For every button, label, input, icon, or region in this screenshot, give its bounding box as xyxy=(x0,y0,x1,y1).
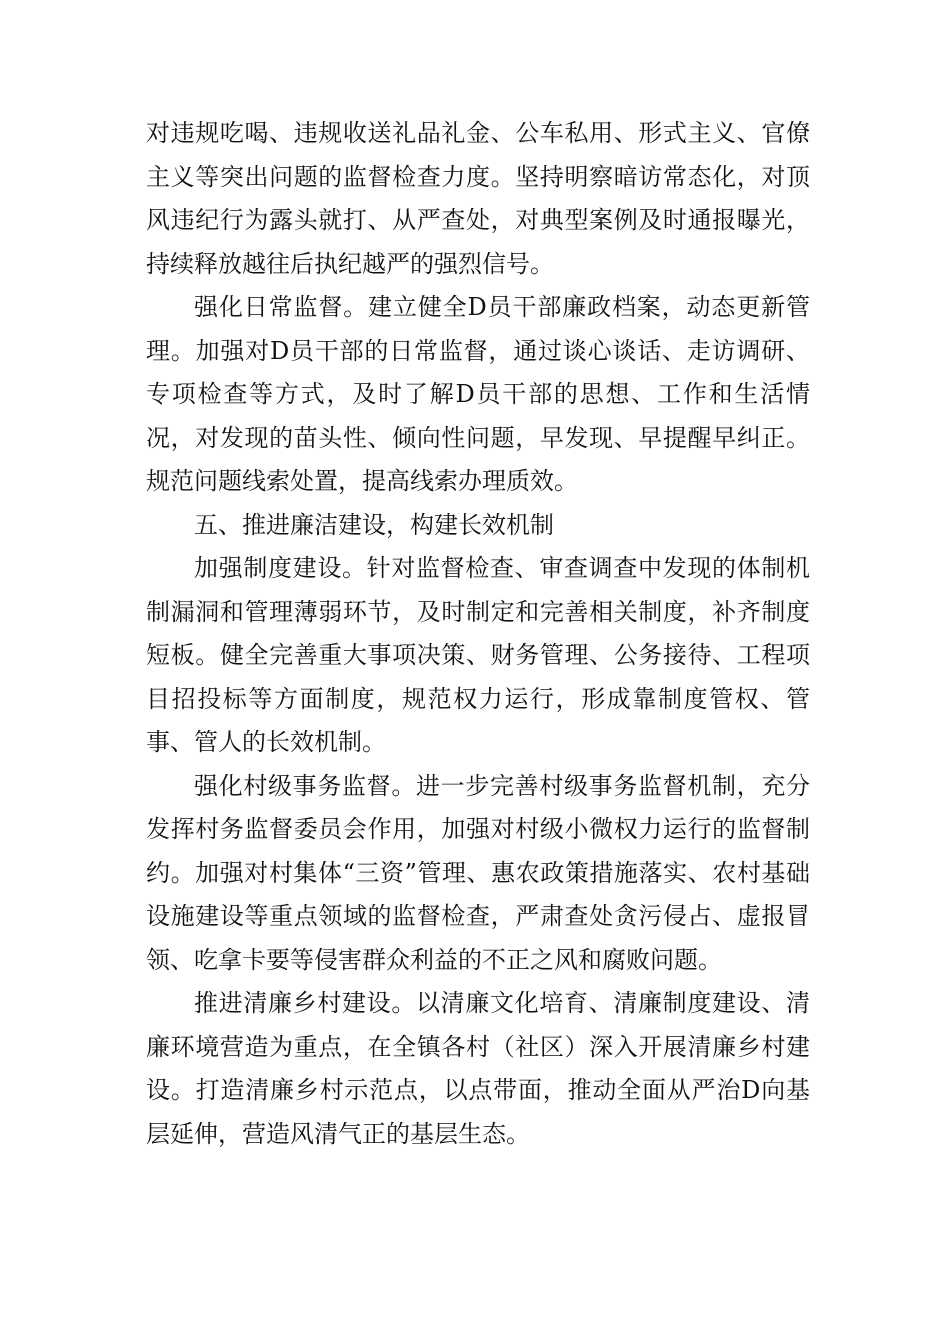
paragraph-clean-village: 推进清廉乡村建设。以清廉文化培育、清廉制度建设、清廉环境营造为重点，在全镇各村（社区）深入开展清廉乡村建设。打造清廉乡村示范点，以点带面，推动全面从严治D向基层延伸，营造风清气正的基层生态。 xyxy=(146,989,810,1148)
section-heading-five: 五、推进廉洁建设，构建长效机制 xyxy=(194,510,554,539)
paragraph-system-building: 加强制度建设。针对监督检查、审查调查中发现的体制机制漏洞和管理薄弱环节，及时制定和完善相关制度，补齐制度短板。健全完善重大事项决策、财务管理、公务接待、工程项目招投标等方面制度，规范权力运行，形成靠制度管权、管事、管人的长效机制。 xyxy=(146,554,810,756)
paragraph-daily-supervision: 强化日常监督。建立健全D员干部廉政档案，动态更新管理。加强对D员干部的日常监督，通过谈心谈话、走访调研、专项检查等方式，及时了解D员干部的思想、工作和生活情况，对发现的苗头性、倾向性问题，早发现、早提醒早纠正。规范问题线索处置，提高线索办理质效。 xyxy=(146,293,810,495)
document-body xyxy=(146,112,810,1156)
paragraph-continued: 对违规吃喝、违规收送礼品礼金、公车私用、形式主义、官僚主义等突出问题的监督检查力度。坚持明察暗访常态化，对顶风违纪行为露头就打、从严查处，对典型案例及时通报曝光，持续释放越往后执纪越严的强烈信号。 xyxy=(146,119,810,278)
paragraph-village-supervision: 强化村级事务监督。进一步完善村级事务监督机制，充分发挥村务监督委员会作用，加强对村级小微权力运行的监督制约。加强对村集体“三资”管理、惠农政策措施落实、农村基础设施建设等重点领域的监督检查，严肃查处贪污侵占、虚报冒领、吃拿卡要等侵害群众利益的不正之风和腐败问题。 xyxy=(146,771,810,974)
